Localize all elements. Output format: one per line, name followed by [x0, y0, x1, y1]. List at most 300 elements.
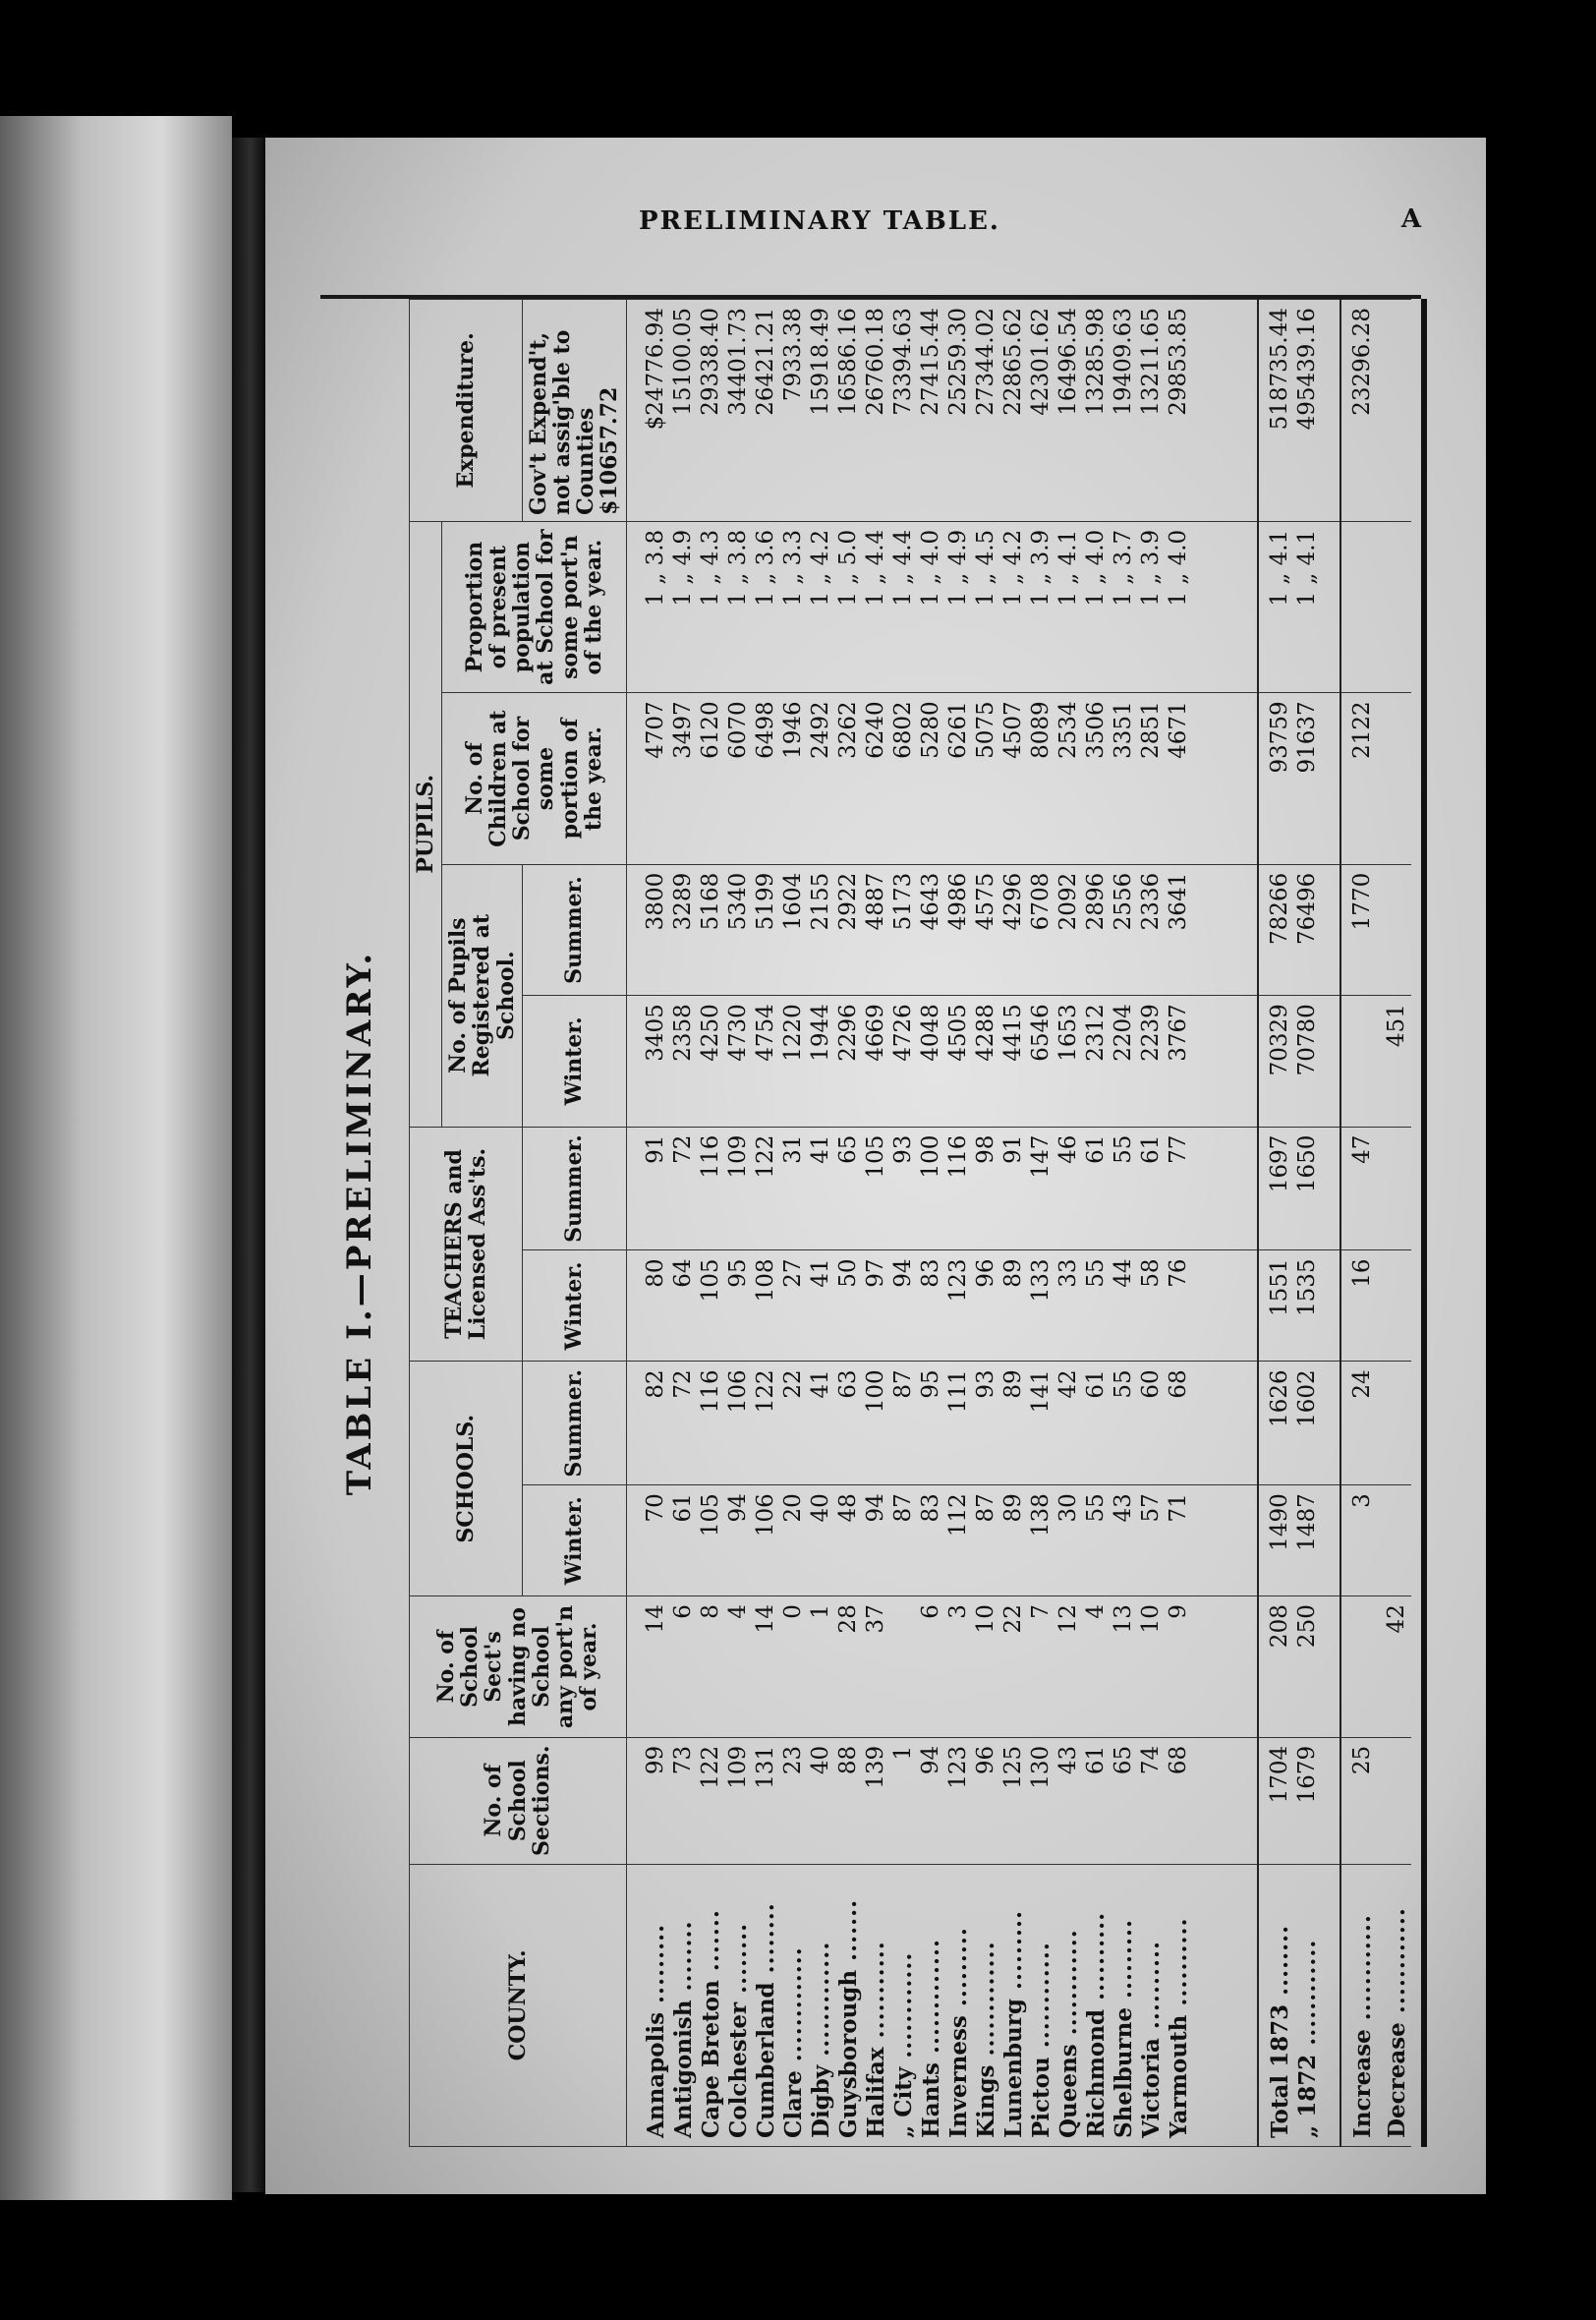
teachers-summer-cell: 1697 [1266, 1134, 1292, 1193]
schools-summer-cell: 95 [917, 1369, 943, 1399]
schools-winter-cell: 94 [862, 1493, 888, 1523]
children-cell: 2534 [1054, 701, 1081, 759]
pupils-winter-cell: 4415 [999, 1004, 1026, 1062]
gov-expenditure [522, 300, 626, 522]
children-list [626, 693, 1258, 864]
pupils-winter-cell: 2296 [834, 1004, 861, 1062]
teachers-summer-cell: 122 [752, 1134, 778, 1179]
sections-cell: 123 [944, 1745, 971, 1789]
no-school-cell: 6 [917, 1604, 943, 1619]
children-cell: 4507 [999, 701, 1026, 759]
totals-labels [1258, 1864, 1341, 2146]
expenditure-cell: 16496.54 [1054, 308, 1081, 416]
schools-summer-cell: 55 [1110, 1369, 1136, 1399]
teachers-summer-cell: 77 [1165, 1134, 1191, 1164]
label-cell: Total 1873 ........ [1266, 1924, 1293, 2138]
no-school-cell: 14 [642, 1604, 668, 1634]
schools-summer-cell: 68 [1165, 1369, 1191, 1399]
proportion-cell: 1 „ 4.5 [972, 529, 998, 607]
teachers-summer-cell: 116 [944, 1134, 971, 1179]
expenditure-cell: 27415.44 [917, 308, 943, 416]
county-block [626, 300, 1258, 2147]
gov-expenditure-note: Gov't Expend't, not assig'ble to Counties [525, 329, 599, 515]
pupils-summer-cell: 78266 [1266, 872, 1292, 945]
schools-winter-cell: 55 [1082, 1493, 1109, 1523]
teachers-summer-cell: 98 [972, 1134, 998, 1164]
no-school-cell: 22 [999, 1604, 1026, 1634]
pupils-summer-cell: 4986 [944, 872, 971, 931]
pupils-summer-cell: 5168 [697, 872, 723, 931]
col-teachers-winter: Winter. [522, 1250, 626, 1362]
schools-winter-cell: 70 [642, 1493, 668, 1523]
teachers-winter-cell: 97 [862, 1258, 888, 1288]
children-cell: 6261 [944, 701, 971, 759]
sections-cell: 139 [862, 1745, 888, 1789]
schools-winter-cell: 40 [807, 1493, 833, 1523]
schools-summer-cell: 106 [724, 1369, 751, 1414]
totals-teachers-winter [1258, 1250, 1341, 1362]
schools-summer-cell: 22 [779, 1369, 806, 1399]
page-letter: A [1400, 204, 1421, 234]
pupils-winter-cell: 4754 [752, 1004, 778, 1062]
teachers-summer-list [626, 1127, 1258, 1250]
increase-teachers-summer: 47 [1340, 1127, 1386, 1250]
pupils-winter-cell: 70780 [1293, 1004, 1320, 1076]
teachers-winter-cell: 1551 [1266, 1258, 1292, 1317]
col-teachers: TEACHERS and Licensed Ass'ts. [410, 1127, 523, 1362]
schools-winter-cell: 1490 [1266, 1493, 1292, 1551]
pupils-summer-list [626, 864, 1258, 995]
totals-schools-winter [1258, 1485, 1341, 1596]
col-schools-winter: Winter. [522, 1485, 626, 1596]
schools-winter-cell: 89 [999, 1493, 1026, 1523]
county-cell: Clare ............. [779, 1946, 807, 2138]
pupils-winter-cell: 2239 [1137, 1004, 1164, 1062]
pupils-summer-cell: 4296 [999, 872, 1026, 931]
sections-cell: 40 [807, 1745, 833, 1775]
totals-sections [1258, 1737, 1341, 1864]
teachers-summer-cell: 31 [779, 1134, 806, 1164]
expenditure-cell: $24776.94 [642, 308, 668, 431]
children-cell: 6802 [889, 701, 916, 759]
proportion-cell: 1 „ 4.4 [862, 529, 888, 607]
schools-summer-cell: 1626 [1266, 1369, 1292, 1427]
teachers-summer-cell: 41 [807, 1134, 833, 1164]
schools-summer-cell: 93 [972, 1369, 998, 1399]
totals-pupils-winter [1258, 996, 1341, 1127]
teachers-summer-cell: 61 [1082, 1134, 1109, 1164]
schools-winter-cell: 61 [669, 1493, 696, 1523]
label-cell: „ 1872 ............ [1293, 1939, 1321, 2138]
increase-children: 2122 [1340, 693, 1386, 864]
county-cell: Shelburne ......... [1110, 1918, 1137, 2138]
schools-winter-cell: 87 [889, 1493, 916, 1523]
rotated-table [409, 299, 1411, 2147]
increase-pupils-winter [1340, 996, 1386, 1127]
expenditure-cell: 19409.63 [1110, 308, 1136, 416]
col-no-school: No. of School Sect's having no School any port'n of year. [410, 1596, 627, 1738]
decrease-teachers-summer [1386, 1127, 1411, 1250]
proportion-cell: 1 „ 5.0 [834, 529, 861, 607]
decrease-schools-winter [1386, 1485, 1411, 1596]
proportion-cell: 1 „ 3.8 [724, 529, 751, 607]
pupils-summer-cell: 3800 [642, 872, 668, 931]
county-cell: Hants ............. [917, 1938, 944, 2138]
proportion-list [626, 521, 1258, 692]
no-school-cell: 9 [1165, 1604, 1191, 1619]
totals-no-school [1258, 1596, 1341, 1738]
expenditure-cell: 29338.40 [697, 308, 723, 416]
sections-cell: 23 [779, 1745, 806, 1775]
pupils-summer-cell: 2922 [834, 872, 861, 931]
sections-list [626, 1737, 1258, 1864]
county-list [626, 1864, 1258, 2146]
pupils-winter-cell: 4505 [944, 1004, 971, 1062]
county-cell: Lunenburg ......... [999, 1909, 1027, 2138]
no-school-cell: 12 [1054, 1604, 1081, 1634]
no-school-cell: 4 [1082, 1604, 1109, 1619]
pupils-winter-cell: 4669 [862, 1004, 888, 1062]
schools-summer-cell: 100 [862, 1369, 888, 1414]
schools-winter-cell: 43 [1110, 1493, 1136, 1523]
no-school-cell: 4 [724, 1604, 751, 1619]
proportion-cell: 1 „ 4.1 [1266, 529, 1292, 607]
totals-children [1258, 693, 1341, 864]
proportion-cell: 1 „ 4.0 [917, 529, 943, 607]
increase-schools-summer: 24 [1340, 1362, 1386, 1485]
county-cell: Victoria .......... [1137, 1941, 1165, 2138]
county-cell: Richmond .......... [1082, 1911, 1110, 2138]
totals-proportion [1258, 521, 1341, 692]
proportion-cell: 1 „ 3.8 [642, 529, 668, 607]
no-school-cell: 250 [1293, 1604, 1320, 1649]
teachers-winter-cell: 133 [1027, 1258, 1054, 1303]
teachers-winter-cell: 50 [834, 1258, 861, 1288]
sections-cell: 1704 [1266, 1745, 1292, 1804]
schools-summer-cell: 122 [752, 1369, 778, 1414]
rotated-table-area [409, 299, 1411, 2147]
title-gutter [320, 299, 399, 2147]
sections-cell: 125 [999, 1745, 1026, 1789]
no-school-cell: 208 [1266, 1604, 1292, 1649]
children-cell: 6240 [862, 701, 888, 759]
pupils-winter-cell: 1653 [1054, 1004, 1081, 1062]
running-head: PRELIMINARY TABLE. [639, 206, 1000, 236]
expenditure-cell: 13211.65 [1137, 308, 1164, 416]
schools-summer-cell: 42 [1054, 1369, 1081, 1399]
sections-cell: 61 [1082, 1745, 1109, 1775]
teachers-summer-cell: 55 [1110, 1134, 1136, 1164]
proportion-cell: 1 „ 4.1 [1054, 529, 1081, 607]
pupils-winter-cell: 2204 [1110, 1004, 1136, 1062]
expenditure-cell: 22865.62 [999, 308, 1026, 416]
schools-summer-list [626, 1362, 1258, 1485]
sections-cell: 43 [1054, 1745, 1081, 1775]
col-county: COUNTY. [410, 1864, 627, 2146]
expenditure-cell: 73394.63 [889, 308, 916, 416]
schools-winter-cell: 106 [752, 1493, 778, 1537]
schools-summer-cell: 116 [697, 1369, 723, 1414]
col-pupils: PUPILS. [410, 521, 442, 1127]
teachers-summer-cell: 147 [1027, 1134, 1054, 1179]
county-cell: Digby ............. [807, 1941, 834, 2138]
expenditure-list [626, 300, 1258, 522]
proportion-cell: 1 „ 4.9 [944, 529, 971, 607]
expenditure-cell: 42301.62 [1027, 308, 1054, 416]
teachers-winter-cell: 95 [724, 1258, 751, 1288]
expenditure-cell: 34401.73 [724, 308, 751, 416]
sections-cell: 88 [834, 1745, 861, 1775]
pupils-winter-cell: 3405 [642, 1004, 668, 1062]
no-school-cell: 1 [807, 1604, 833, 1619]
proportion-cell: 1 „ 4.2 [999, 529, 1026, 607]
pupils-summer-cell: 2336 [1137, 872, 1164, 931]
teachers-winter-cell: 94 [889, 1258, 916, 1288]
decrease-no-school: 42 [1386, 1596, 1411, 1738]
children-cell: 5075 [972, 701, 998, 759]
children-cell: 6070 [724, 701, 751, 759]
pupils-winter-cell: 1944 [807, 1004, 833, 1062]
children-cell: 93759 [1266, 701, 1292, 774]
pupils-summer-cell: 4575 [972, 872, 998, 931]
pupils-winter-cell: 4048 [917, 1004, 943, 1062]
expenditure-cell: 25259.30 [944, 308, 971, 416]
schools-winter-cell: 57 [1137, 1493, 1164, 1523]
schools-winter-cell: 20 [779, 1493, 806, 1523]
sections-cell: 130 [1027, 1745, 1054, 1789]
expenditure-cell: 518735.44 [1266, 308, 1292, 431]
teachers-winter-cell: 44 [1110, 1258, 1136, 1288]
schools-summer-cell: 82 [642, 1369, 668, 1399]
sections-cell: 74 [1137, 1745, 1164, 1775]
schools-winter-list [626, 1485, 1258, 1596]
decrease-label: Decrease ............ [1386, 1864, 1411, 2146]
teachers-summer-cell: 1650 [1293, 1134, 1320, 1193]
teachers-winter-cell: 41 [807, 1258, 833, 1288]
county-cell: Pictou ............ [1027, 1942, 1054, 2138]
teachers-winter-list [626, 1250, 1258, 1362]
county-cell: Guysborough ....... [834, 1898, 862, 2138]
proportion-cell: 1 „ 3.6 [752, 529, 778, 607]
expenditure-cell: 495439.16 [1293, 308, 1320, 431]
increase-pupils-summer: 1770 [1340, 864, 1386, 995]
pupils-summer-cell: 76496 [1293, 872, 1320, 945]
schools-winter-cell: 30 [1054, 1493, 1081, 1523]
schools-summer-cell: 63 [834, 1369, 861, 1399]
pupils-summer-cell: 5340 [724, 872, 751, 931]
col-proportion: Proportion of present population at School for some port'n of the year. [442, 521, 626, 692]
pupils-winter-cell: 4730 [724, 1004, 751, 1062]
schools-summer-cell: 61 [1082, 1369, 1109, 1399]
county-cell: Cape Breton ....... [697, 1909, 724, 2138]
sections-cell: 1679 [1293, 1745, 1320, 1804]
schools-summer-cell: 87 [889, 1369, 916, 1399]
teachers-summer-cell: 93 [889, 1134, 916, 1164]
teachers-summer-cell: 105 [862, 1134, 888, 1179]
teachers-winter-cell: 76 [1165, 1258, 1191, 1288]
header-row-1 [410, 300, 442, 2147]
sections-cell: 96 [972, 1745, 998, 1775]
teachers-summer-cell: 46 [1054, 1134, 1081, 1164]
increase-label: Increase ............ [1340, 1864, 1386, 2146]
children-cell: 91637 [1293, 701, 1320, 774]
children-cell: 8089 [1027, 701, 1054, 759]
teachers-summer-cell: 109 [724, 1134, 751, 1179]
no-school-cell: 6 [669, 1604, 696, 1619]
col-teachers-summer: Summer. [522, 1127, 626, 1250]
schools-summer-cell: 89 [999, 1369, 1026, 1399]
increase-sections: 25 [1340, 1737, 1386, 1864]
expenditure-cell: 16586.16 [834, 308, 861, 416]
county-cell: Colchester ........ [724, 1922, 752, 2138]
expenditure-cell: 15100.05 [669, 308, 696, 416]
schools-winter-cell: 94 [724, 1493, 751, 1523]
col-expenditure: Expenditure. [410, 300, 523, 522]
county-cell: Cumberland ........ [752, 1902, 779, 2138]
pupils-winter-cell: 2312 [1082, 1004, 1109, 1062]
decrease-pupils-summer [1386, 864, 1411, 995]
increase-expenditure: 23296.28 [1340, 300, 1386, 522]
pupils-summer-cell: 3641 [1165, 872, 1191, 931]
pupils-summer-cell: 6708 [1027, 872, 1054, 931]
teachers-winter-cell: 1535 [1293, 1258, 1320, 1317]
teachers-winter-cell: 83 [917, 1258, 943, 1288]
facing-page-edge [0, 116, 232, 2200]
proportion-cell: 1 „ 3.7 [1110, 529, 1136, 607]
children-cell: 2851 [1137, 701, 1164, 759]
schools-summer-cell: 141 [1027, 1369, 1054, 1414]
decrease-children [1386, 693, 1411, 864]
book-spine [232, 138, 265, 2192]
county-cell: „ City ............ [889, 1951, 917, 2138]
table-frame [320, 295, 1421, 2147]
col-schools-summer: Summer. [522, 1362, 626, 1485]
teachers-winter-cell: 89 [999, 1258, 1026, 1288]
county-cell: Halifax ........... [862, 1941, 889, 2138]
decrease-expenditure [1386, 300, 1411, 522]
schools-summer-cell: 41 [807, 1369, 833, 1399]
teachers-winter-cell: 108 [752, 1258, 778, 1303]
children-cell: 3262 [834, 701, 861, 759]
children-cell: 2492 [807, 701, 833, 759]
schools-winter-cell: 83 [917, 1493, 943, 1523]
pupils-winter-cell: 3767 [1165, 1004, 1191, 1062]
no-school-cell: 8 [697, 1604, 723, 1619]
pupils-winter-cell: 70329 [1266, 1004, 1292, 1076]
no-school-cell: 7 [1027, 1604, 1054, 1619]
proportion-cell: 1 „ 4.2 [807, 529, 833, 607]
teachers-summer-cell: 65 [834, 1134, 861, 1164]
no-school-cell: 0 [779, 1604, 806, 1619]
schools-winter-cell: 48 [834, 1493, 861, 1523]
no-school-cell: 28 [834, 1604, 861, 1634]
no-school-cell: 13 [1110, 1604, 1136, 1634]
pupils-summer-cell: 4887 [862, 872, 888, 931]
children-cell: 3506 [1082, 701, 1109, 759]
pupils-winter-cell: 4726 [889, 1004, 916, 1062]
decrease-sections [1386, 1737, 1411, 1864]
expenditure-cell: 29853.85 [1165, 308, 1191, 416]
pupils-summer-cell: 1604 [779, 872, 806, 931]
totals-block [1258, 300, 1341, 2147]
increase-teachers-winter: 16 [1340, 1250, 1386, 1362]
expenditure-cell: 27344.02 [972, 308, 998, 416]
teachers-winter-cell: 55 [1082, 1258, 1109, 1288]
pupils-winter-list [626, 996, 1258, 1127]
pupils-winter-cell: 6546 [1027, 1004, 1054, 1062]
increase-row [1340, 300, 1386, 2147]
children-cell: 3351 [1110, 701, 1136, 759]
children-cell: 1946 [779, 701, 806, 759]
decrease-proportion [1386, 521, 1411, 692]
teachers-summer-cell: 61 [1137, 1134, 1164, 1164]
table-title: TABLE I.—PRELIMINARY. [340, 950, 379, 1496]
proportion-cell: 1 „ 3.3 [779, 529, 806, 607]
increase-schools-winter: 3 [1340, 1485, 1386, 1596]
scanned-page [265, 138, 1486, 2194]
no-school-list [626, 1596, 1258, 1738]
col-pupils-registered: No. of Pupils Registered at School. [442, 864, 523, 1127]
totals-expenditure [1258, 300, 1341, 522]
totals-pupils-summer [1258, 864, 1341, 995]
pupils-winter-cell: 4250 [697, 1004, 723, 1062]
decrease-teachers-winter [1386, 1250, 1411, 1362]
col-schools: SCHOOLS. [410, 1362, 523, 1596]
pupils-summer-cell: 5199 [752, 872, 778, 931]
statistics-table [409, 299, 1411, 2147]
county-cell: Yarmouth .......... [1165, 1917, 1192, 2138]
pupils-winter-cell: 4288 [972, 1004, 998, 1062]
teachers-winter-cell: 80 [642, 1258, 668, 1288]
no-school-cell: 37 [862, 1604, 888, 1634]
teachers-winter-cell: 123 [944, 1258, 971, 1303]
decrease-pupils-winter: 451 [1386, 996, 1411, 1127]
expenditure-cell: 26760.18 [862, 308, 888, 416]
schools-winter-cell: 105 [697, 1493, 723, 1537]
proportion-cell: 1 „ 3.9 [1027, 529, 1054, 607]
sections-cell: 68 [1165, 1745, 1191, 1775]
expenditure-cell: 7933.38 [779, 308, 806, 402]
children-cell: 4707 [642, 701, 668, 759]
children-cell: 5280 [917, 701, 943, 759]
children-cell: 6120 [697, 701, 723, 759]
teachers-winter-cell: 96 [972, 1258, 998, 1288]
teachers-winter-cell: 58 [1137, 1258, 1164, 1288]
proportion-cell: 1 „ 4.3 [697, 529, 723, 607]
teachers-summer-cell: 91 [999, 1134, 1026, 1164]
expenditure-cell: 13285.98 [1082, 308, 1109, 416]
totals-schools-summer [1258, 1362, 1341, 1485]
teachers-summer-cell: 116 [697, 1134, 723, 1179]
schools-winter-cell: 138 [1027, 1493, 1054, 1537]
proportion-cell: 1 „ 4.1 [1293, 529, 1320, 607]
pupils-summer-cell: 2092 [1054, 872, 1081, 931]
teachers-summer-cell: 72 [669, 1134, 696, 1164]
schools-summer-cell: 72 [669, 1369, 696, 1399]
schools-summer-cell: 111 [944, 1369, 971, 1414]
sections-cell: 109 [724, 1745, 751, 1789]
proportion-cell: 1 „ 4.0 [1082, 529, 1109, 607]
decrease-schools-summer [1386, 1362, 1411, 1485]
pupils-summer-cell: 5173 [889, 872, 916, 931]
pupils-summer-cell: 2556 [1110, 872, 1136, 931]
proportion-cell: 1 „ 4.0 [1165, 529, 1191, 607]
expenditure-cell: 15918.49 [807, 308, 833, 416]
no-school-cell [892, 1604, 920, 1729]
proportion-cell: 1 „ 4.9 [669, 529, 696, 607]
sections-cell: 1 [889, 1745, 916, 1761]
teachers-winter-cell: 27 [779, 1258, 806, 1288]
